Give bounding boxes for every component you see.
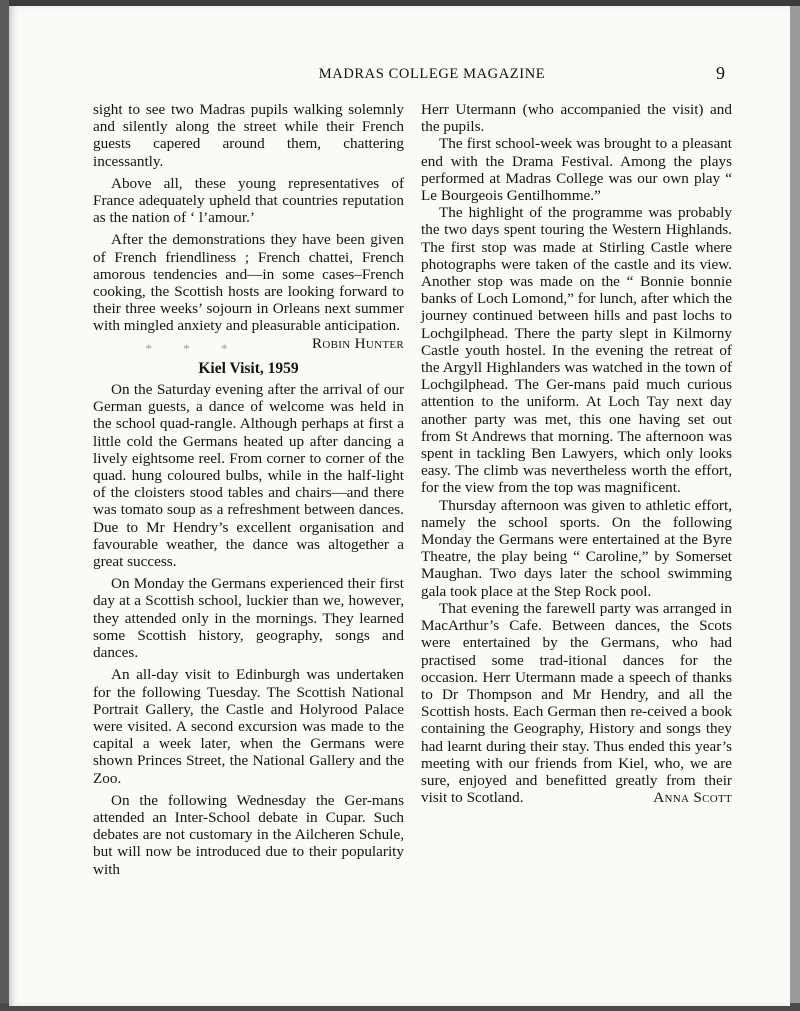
paragraph: The first school-week was brought to a pleasant end with the Drama Festival. Among the plays performed at Madras College was our own play “ Le Bourgeois Gentilhomme.”: [421, 135, 732, 205]
article-title: Kiel Visit, 1959: [198, 359, 299, 377]
paragraph: An all-day visit to Edinburgh was undertaken for the following Tuesday. The Scottish National Portrait Gallery, the Castle and Holyrood Palace were visited. A second excursion was made to the capital a week later, when the Germans were shown Princes Street, the National Gallery and the Zoo.: [93, 666, 404, 787]
paragraph: The highlight of the programme was probably the two days spent touring the Western Highlands. The first stop was made at Stirling Castle where photographs were taken of the castle and its view. Another stop was made on the “ Bonnie bonnie banks of Loch Lomond,” for lunch, after which the journey continued between hills and past lochs to Lochgilphead. There the party slept in Kilmorny Castle youth hostel. In the evening the retreat of the Argyll Highlanders was watched in the town of Lochgilphead. The Ger-mans paid much curious attention to the uniform. At Loch Tay next day another party was met, this one having set out from St Andrews that morning. The afternoon was spent in tackling Ben Lawyers, which only looks easy. The climb was nevertheless worth the effort, for the view from the top was magnificent.: [421, 204, 732, 497]
section-divider-stars: * * *: [145, 340, 242, 356]
paragraph: On the following Wednesday the Ger-mans attended an Inter-School debate in Cupar. Such debates are not customary in the Ailcheren Schule, but will now be introduced due to their popularity with: [93, 791, 404, 878]
right-column: [421, 101, 732, 806]
page-number: 9: [716, 63, 725, 83]
author-signature: Anna Scott: [653, 789, 732, 807]
paragraph: Herr Utermann (who accompanied the visit) and the pupils.: [421, 101, 732, 136]
left-column: [93, 101, 404, 878]
paragraph: sight to see two Madras pupils walking solemnly and silently along the street while their French guests capered around them, chattering incessantly.: [93, 101, 404, 170]
paragraph: On the Saturday evening after the arrival of our German guests, a dance of welcome was held in the school quad-rangle. Although perhaps at first a little cold the Germans heated up after dancing a lively eightsome reel. From corner to corner of the quad. hung coloured bulbs, while in the half-light of the cloisters stood tables and chairs—and there was tomato soup as a refreshment between dances. Due to Mr Hendry’s excellent organisation and favourable weather, the dance was altogether a great success.: [93, 381, 404, 571]
paragraph-with-signature: [93, 231, 404, 352]
paragraph: On Monday the Germans experienced their first day at a Scottish school, luckier than we, however, they attended only in the mornings. They learned some Scottish history, geography, songs and dances.: [93, 575, 404, 662]
scan-edge-left: [0, 0, 9, 1011]
paragraph-with-signature: [421, 600, 732, 806]
paragraph-text: That evening the farewell party was arranged in MacArthur’s Cafe. Between dances, the Scots were entertained by the Germans, who had practised some trad-itional dances for the occasion. Herr Utermann made a speech of thanks to Dr Thompson and Mr Hendry, and all the Scottish hosts. Each German then re-ceived a book containing the Geography, History and songs they had learnt during their stay. Thus ended this year’s meeting with our friends from Kiel, who, we are sure, enjoyed and benefitted greatly from their visit to Scotland.: [421, 599, 732, 807]
author-signature: Robin Hunter: [311, 334, 404, 352]
paragraph: Thursday afternoon was given to athletic effort, namely the school sports. On the following Monday the Germans were entertained at the Byre Theatre, the play being “ Caroline,” by Somerset Maughan. Two days later the school swimming gala took place at the Step Rock pool.: [421, 496, 732, 600]
paragraph: Above all, these young representatives of France adequately upheld that countries reputation as the nation of ‘ l’amour.’: [93, 174, 404, 227]
paragraph-text: After the demonstrations they have been given of French friendliness ; French chattei, French amorous tendencies and—in some cases–French cooking, the Scottish hosts are looking forward to their three weeks’ sojourn in Orleans next summer with mingled anxiety and pleasurable anticipation.: [93, 231, 404, 335]
page-header-title: MADRAS COLLEGE MAGAZINE: [318, 66, 546, 82]
